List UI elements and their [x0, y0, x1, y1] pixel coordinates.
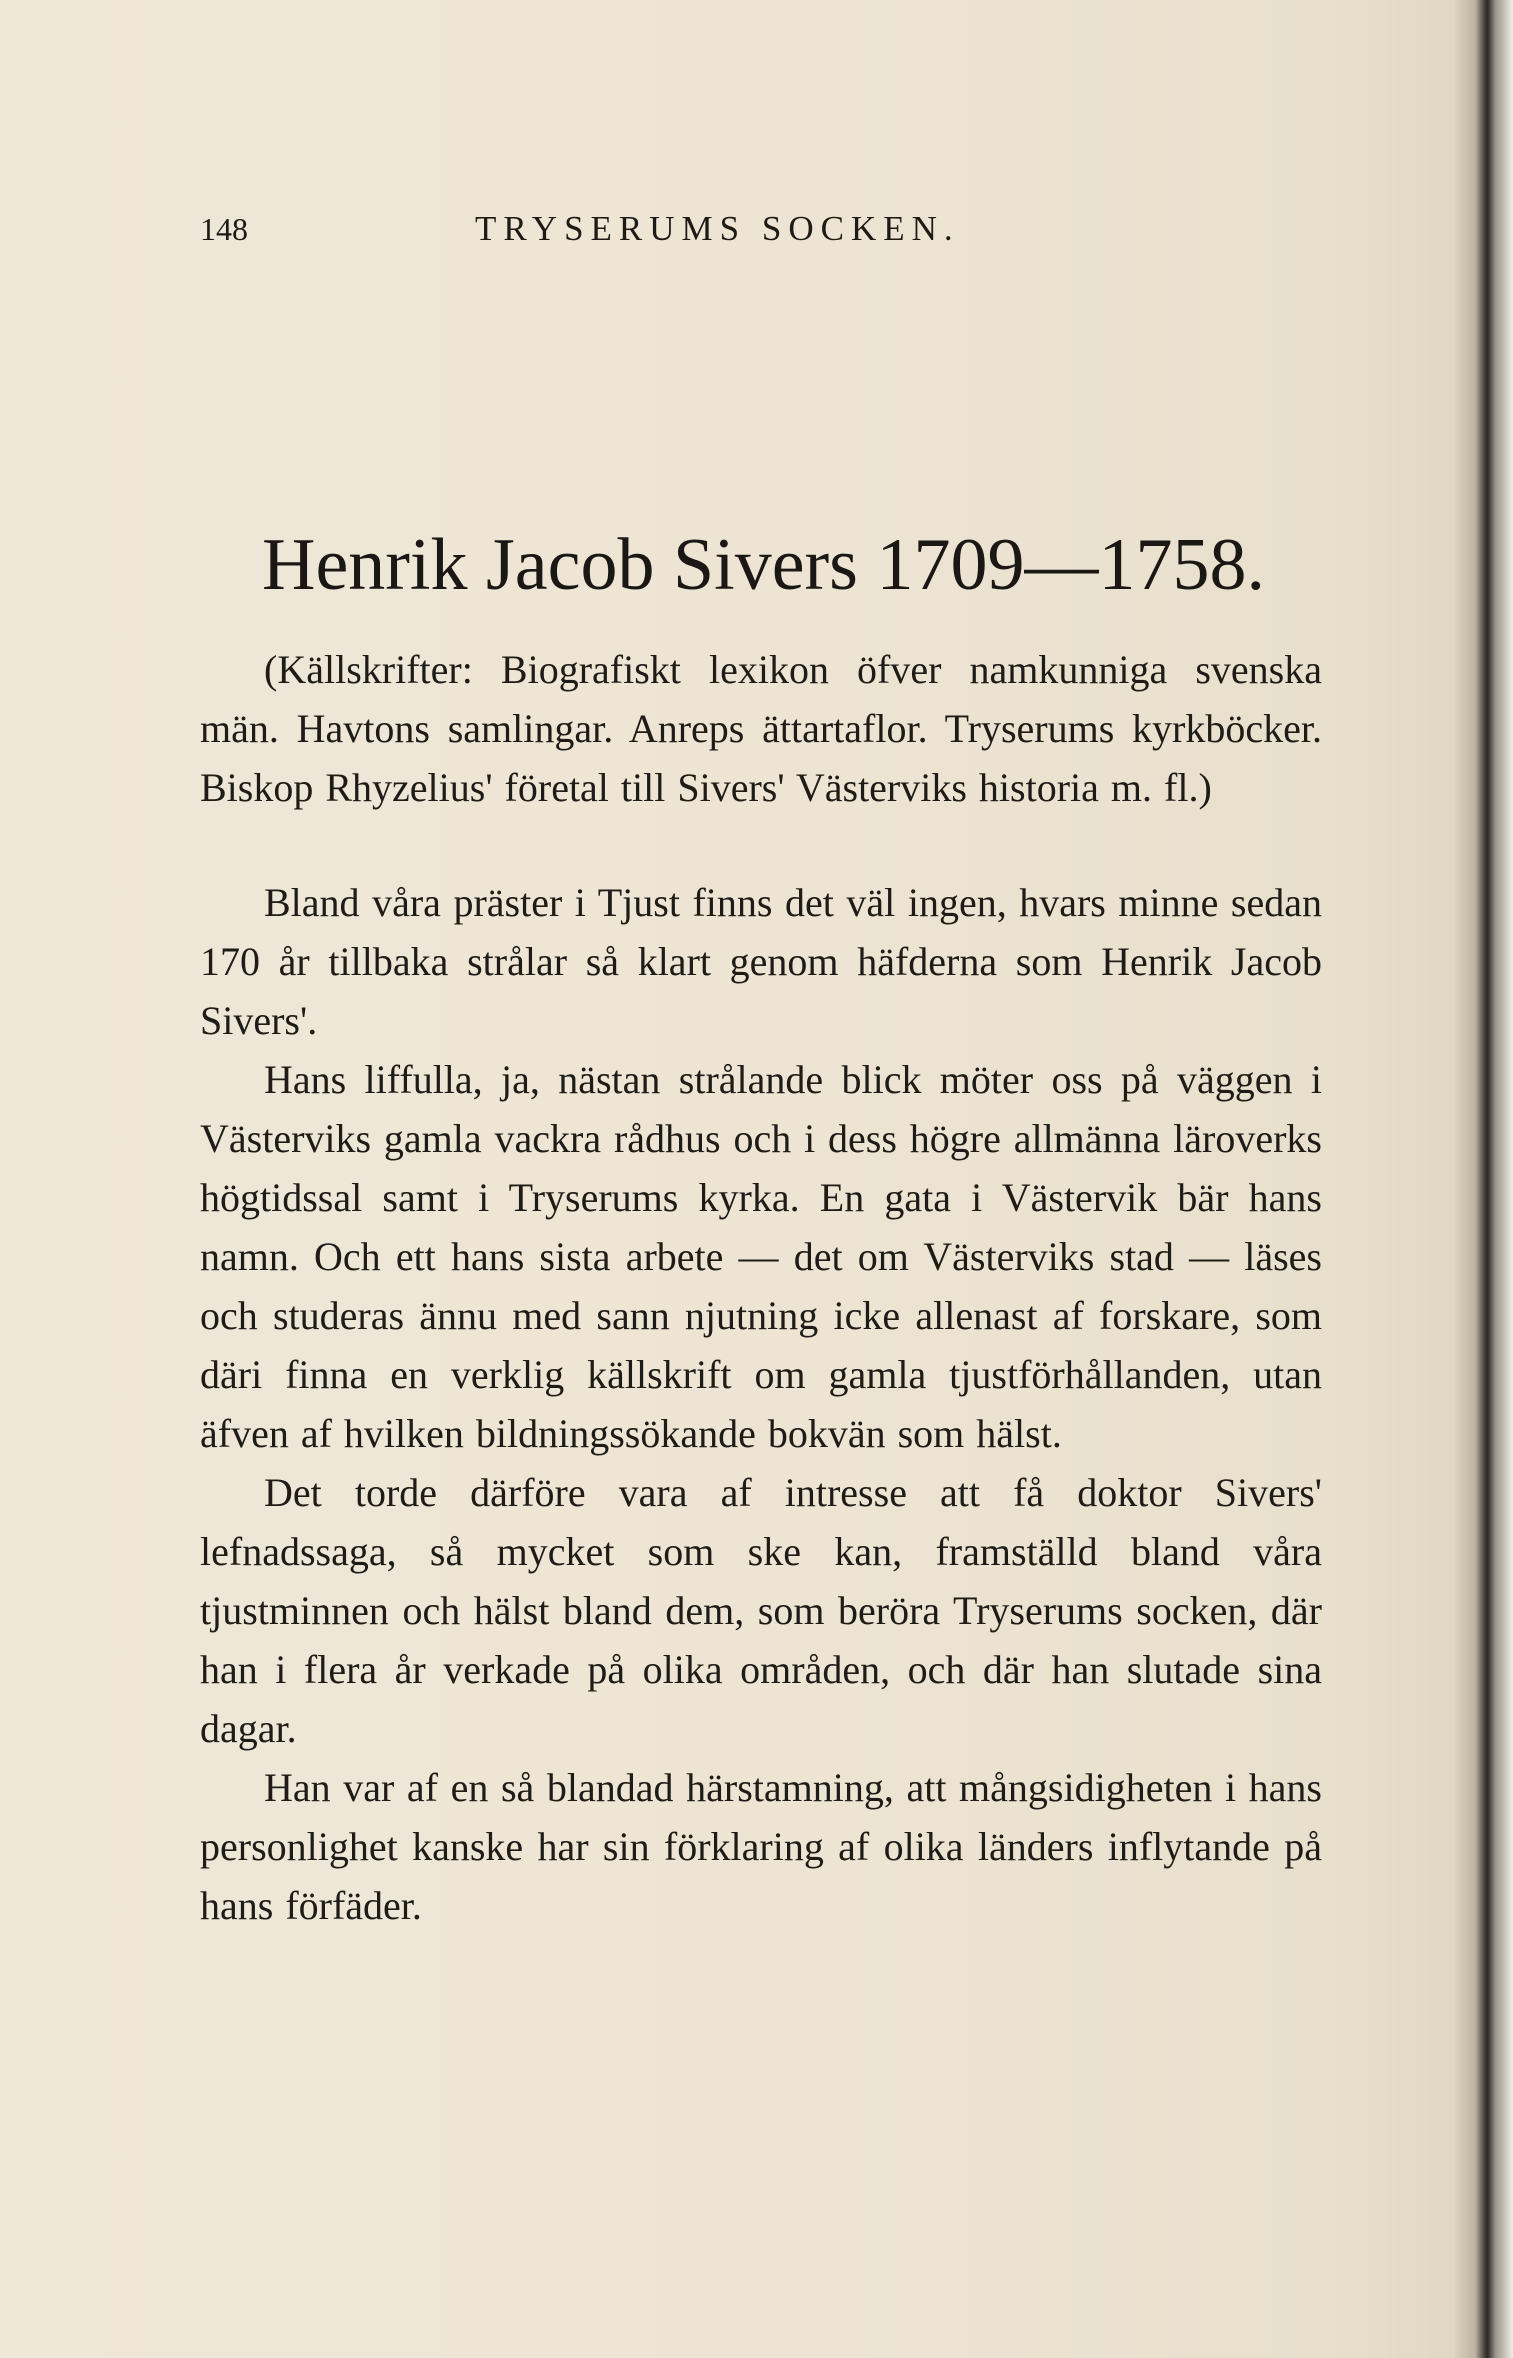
chapter-title: Henrik Jacob Sivers 1709—1758. — [262, 524, 1265, 606]
page-binding-edge — [1455, 0, 1513, 2358]
sources-note: (Källskrifter: Biografiskt lexikon öfver namkunniga svenska män. Havtons samlingar. Anreps ättartaflor. Tryserums kyrkböcker. Biskop Rhyzelius' företal till Sivers' Västerviks historia m. fl.) — [200, 647, 1322, 810]
page-number: 148 — [200, 211, 248, 247]
body-text — [200, 640, 1322, 1935]
paragraph-4: Han var af en så blandad härstamning, att mångsidigheten i hans personlighet kanske har sin förklaring af olika länders inflytande på hans förfäder. — [200, 1765, 1322, 1928]
running-title: TRYSERUMS SOCKEN. — [475, 209, 960, 248]
paragraph-3: Det torde därföre vara af intresse att få doktor Sivers' lefnadssaga, så mycket som ske kan, framställd bland våra tjustminnen och hälst bland dem, som beröra Tryserums socken, där han i flera år verkade på olika områden, och där han slutade sina dagar. — [200, 1470, 1322, 1751]
paragraph-1: Bland våra präster i Tjust finns det väl ingen, hvars minne sedan 170 år tillbaka strålar så klart genom häfderna som Henrik Jacob Sivers'. — [200, 880, 1322, 1043]
paragraph-2: Hans liffulla, ja, nästan strålande blick möter oss på väggen i Västerviks gamla vackra rådhus och i dess högre allmänna läroverks högtidssal samt i Tryserums kyrka. En gata i Västervik bär hans namn. Och ett hans sista arbete — det om Västerviks stad — läses och studeras ännu med sann njutning icke allenast af forskare, som däri finna en verklig källskrift om gamla tjustförhållanden, utan äfven af hvilken bildningssökande bokvän som hälst. — [200, 1057, 1322, 1456]
page-header — [200, 205, 1320, 253]
